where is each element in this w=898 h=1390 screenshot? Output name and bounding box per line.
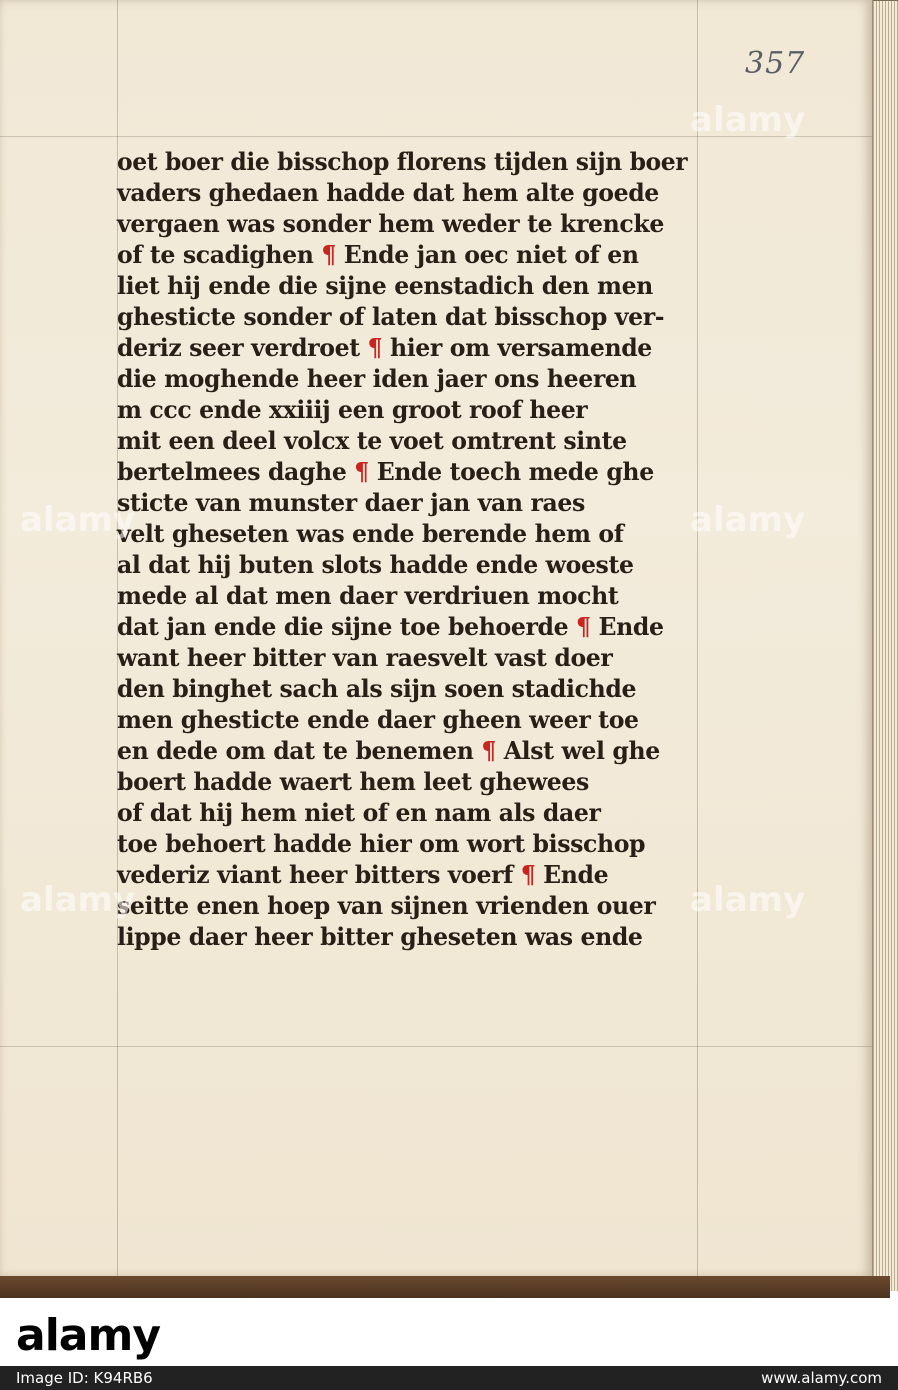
text-line: want heer bitter van raesvelt vast doer <box>117 643 613 672</box>
text-line: oet boer die bisschop florens tijden sijn boer <box>117 147 688 176</box>
rubric-mark: ¶ <box>520 860 536 889</box>
text-line: mit een deel volcx te voet omtrent sinte <box>117 426 627 455</box>
text-line: boert hadde waert hem leet ghewees <box>117 767 589 796</box>
ruling-bottom <box>0 1046 872 1047</box>
text-line: vederiz viant heer bitters voerf ¶ Ende <box>117 860 609 889</box>
text-line: deriz seer verdroet ¶ hier om versamende <box>117 333 652 362</box>
text-line: toe behoert hadde hier om wort bisschop <box>117 829 646 858</box>
footer-url[interactable]: www.alamy.com <box>761 1369 882 1387</box>
text-line: die moghende heer iden jaer ons heeren <box>117 364 637 393</box>
text-line: seitte enen hoep van sijnen vrienden ouer <box>117 891 656 920</box>
watermark-text: alamy <box>690 880 806 920</box>
text-line: velt gheseten was ende berende hem of <box>117 519 624 548</box>
text-line: en dede om dat te benemen ¶ Alst wel ghe <box>117 736 660 765</box>
text-line: sticte van munster daer jan van raes <box>117 488 585 517</box>
text-line: al dat hij buten slots hadde ende woeste <box>117 550 634 579</box>
text-line: of te scadighen ¶ Ende jan oec niet of en <box>117 240 639 269</box>
footer-logo: alamy <box>16 1310 160 1361</box>
text-line: men ghesticte ende daer gheen weer toe <box>117 705 639 734</box>
text-line: mede al dat men daer verdriuen mocht <box>117 581 619 610</box>
ruling-top <box>0 136 872 137</box>
rubric-mark: ¶ <box>576 612 591 641</box>
text-line: lippe daer heer bitter gheseten was ende <box>117 922 643 951</box>
text-line: bertelmees daghe ¶ Ende toech mede ghe <box>117 457 654 486</box>
text-line: dat jan ende die sijne toe behoerde ¶ Ende <box>117 612 664 641</box>
book-cover <box>0 1276 890 1298</box>
rubric-mark: ¶ <box>354 457 369 486</box>
text-line: liet hij ende die sijne eenstadich den men <box>117 271 653 300</box>
rubric-mark: ¶ <box>367 333 383 362</box>
folio-number: 357 <box>745 46 806 81</box>
rubric-mark: ¶ <box>481 736 496 765</box>
text-line: vergaen was sonder hem weder te krencke <box>117 209 664 238</box>
ruling-right <box>697 0 698 1280</box>
watermark-text: alamy <box>20 880 136 920</box>
rubric-mark: ¶ <box>321 240 336 269</box>
text-line: of dat hij hem niet of en nam als daer <box>117 798 601 827</box>
text-line: den binghet sach als sijn soen stadichde <box>117 674 637 703</box>
text-line: m ccc ende xxiiij een groot roof heer <box>117 395 588 424</box>
watermark-text: alamy <box>690 100 806 140</box>
text-line: vaders ghedaen hadde dat hem alte goede <box>117 178 659 207</box>
text-column <box>117 146 697 952</box>
image-id-label: Image ID: K94RB6 <box>16 1369 153 1387</box>
text-line: ghesticte sonder of laten dat bisschop ver- <box>117 302 665 331</box>
watermark-text: alamy <box>690 500 806 540</box>
watermark-text: alamy <box>20 500 136 540</box>
